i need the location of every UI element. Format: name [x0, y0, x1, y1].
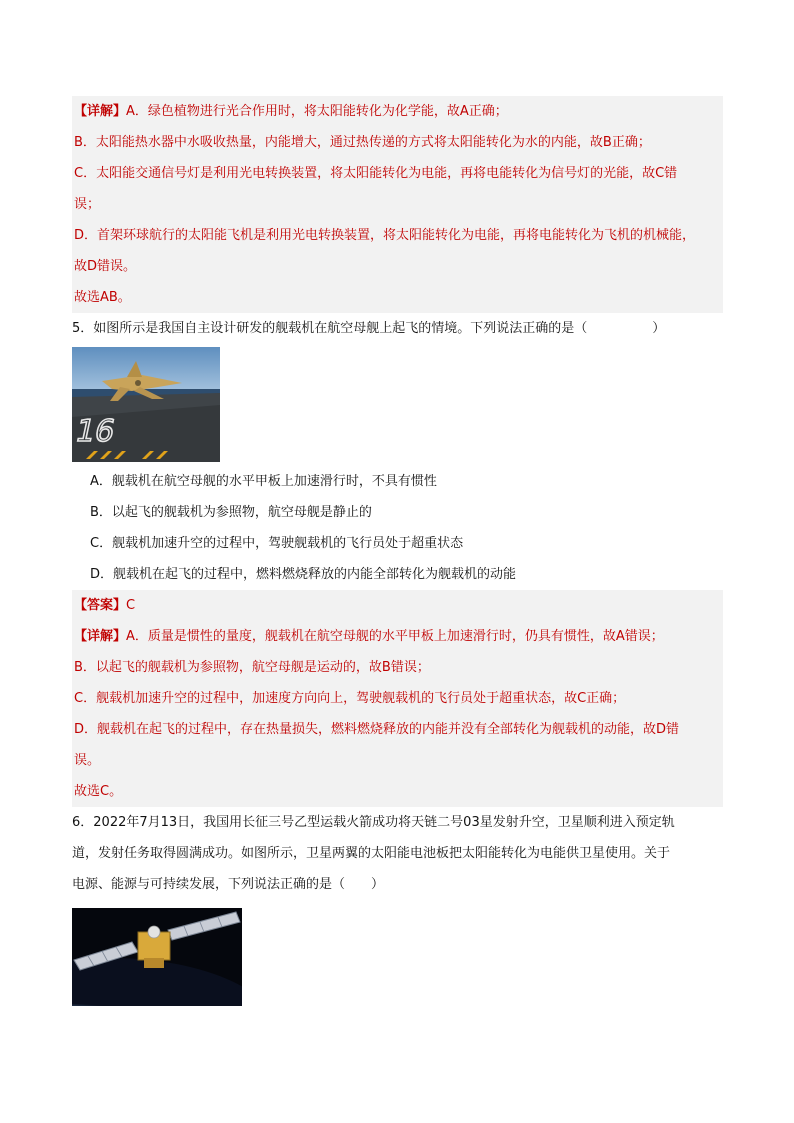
question-5-option-a: A．舰载机在航空母舰的水平甲板上加速滑行时，不具有惯性 — [90, 474, 437, 489]
satellite-illustration — [72, 908, 242, 1006]
detail-line-c-cont: 误； — [72, 189, 723, 220]
question-5-option-b: B．以起飞的舰载机为参照物，航空母舰是静止的 — [90, 505, 372, 520]
question-6-stem-line-1: 6．2022年7月13日，我国用长征三号乙型运载火箭成功将天链二号03星发射升空，卫星顺利进入预定轨 — [72, 815, 675, 830]
q5-detail-line-a: 【详解】A．质量是惯性的量度，舰载机在航空母舰的水平甲板上加速滑行时，仍具有惯性，故A错误； — [72, 621, 723, 652]
detail-tag: 【详解】 — [74, 629, 127, 644]
q5-detail-line-d: D．舰载机在起飞的过程中，存在热量损失，燃料燃烧释放的内能并没有全部转化为舰载机的动能，故D错 — [72, 714, 723, 745]
detail-tag: 【详解】 — [74, 104, 127, 119]
answer-value: C — [126, 598, 136, 613]
question-6-stem-line-2: 道，发射任务取得圆满成功。如图所示，卫星两翼的太阳能电池板把太阳能转化为电能供卫星使用。关于 — [72, 846, 671, 861]
question-5-answer — [72, 590, 723, 621]
satellite-image — [72, 908, 242, 1006]
detail-line-c: C．太阳能交通信号灯是利用光电转换装置，将太阳能转化为电能，再将电能转化为信号灯的光能，故C错 — [72, 158, 723, 189]
question-5-stem: 5．如图所示是我国自主设计研发的舰载机在航空母舰上起飞的情境。下列说法正确的是（ ） — [72, 321, 666, 336]
q5-detail-line-d-cont: 误。 — [72, 745, 723, 776]
detail-line-d: D．首架环球航行的太阳能飞机是利用光电转换装置，将太阳能转化为电能，再将电能转化为飞机的机械能， — [72, 220, 723, 251]
question-5-option-c: C．舰载机加速升空的过程中，驾驶舰载机的飞行员处于超重状态 — [90, 536, 464, 551]
detail-conclusion: 故选AB。 — [72, 282, 723, 313]
detail-line-a: 【详解】A．绿色植物进行光合作用时，将太阳能转化为化学能，故A正确； — [72, 96, 723, 127]
q5-detail-line-c: C．舰载机加速升空的过程中，加速度方向向上，驾驶舰载机的飞行员处于超重状态，故C正确； — [72, 683, 723, 714]
carrier-jet-image — [72, 347, 220, 462]
detail-line-d-cont: 故D错误。 — [72, 251, 723, 282]
detail-line-b: B．太阳能热水器中水吸收热量，内能增大，通过热传递的方式将太阳能转化为水的内能，故B正确； — [72, 127, 723, 158]
question-6-stem-line-3: 电源、能源与可持续发展，下列说法正确的是（ ） — [72, 877, 385, 892]
page-content — [72, 96, 723, 1006]
deck-number-label: 16 — [72, 414, 118, 449]
answer-tag: 【答案】 — [74, 598, 127, 613]
q5-detail-line-b: B．以起飞的舰载机为参照物，航空母舰是运动的，故B错误； — [72, 652, 723, 683]
question-5-option-d: D．舰载机在起飞的过程中，燃料燃烧释放的内能全部转化为舰载机的动能 — [90, 567, 517, 582]
q5-detail-conclusion: 故选C。 — [72, 776, 723, 807]
carrier-jet-illustration — [72, 347, 220, 462]
